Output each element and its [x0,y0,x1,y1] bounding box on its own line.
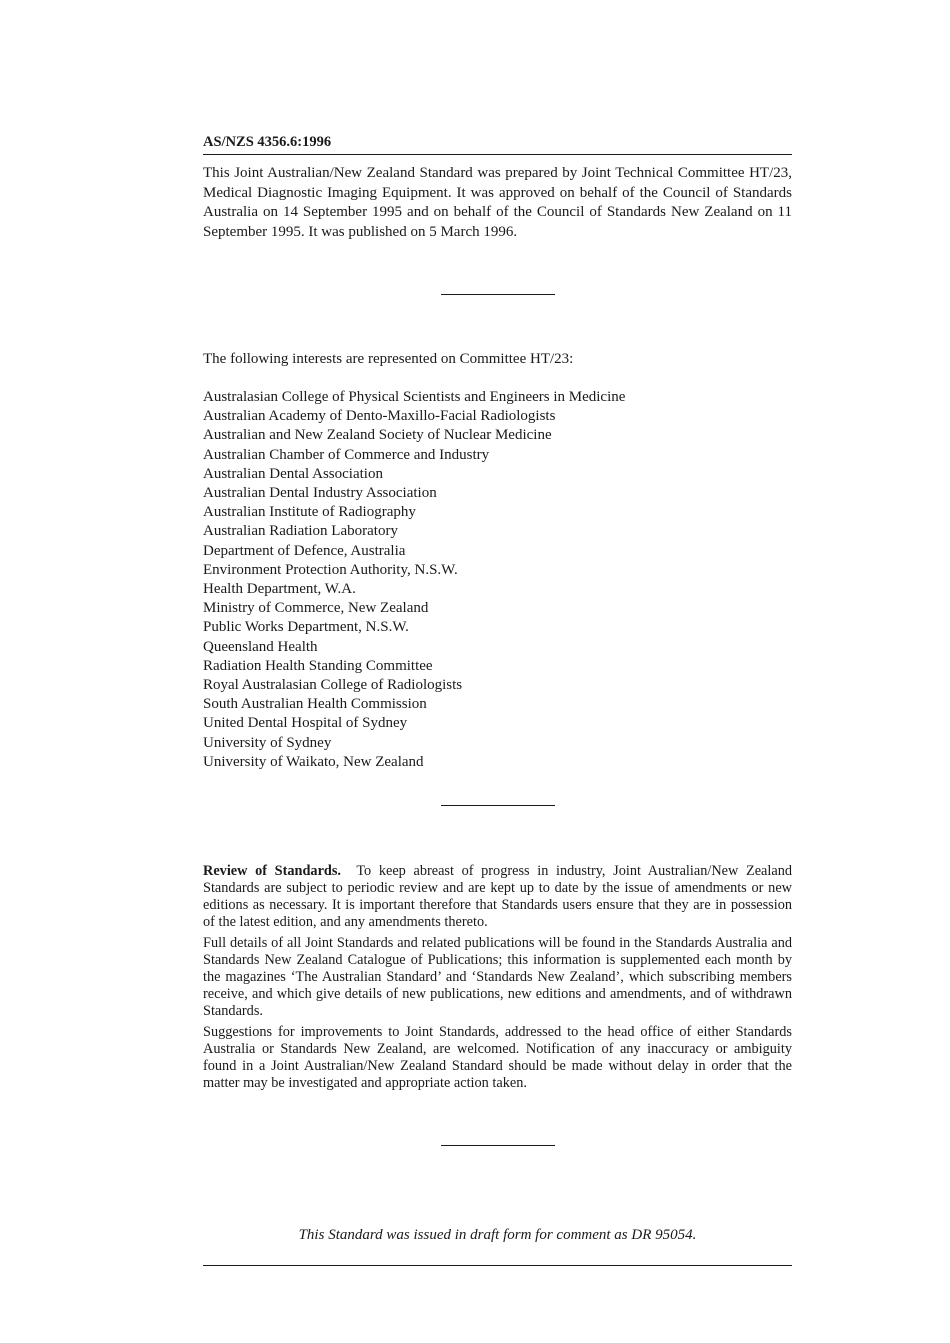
section-divider [441,1145,555,1146]
list-item: Australian Chamber of Commerce and Industry [203,446,490,463]
footer-rule [203,1265,792,1266]
draft-note: This Standard was issued in draft form for comment as DR 95054. [298,1227,697,1243]
preparation-statement: This Joint Australian/New Zealand Standard was prepared by Joint Technical Committee HT/23, Medical Diagnostic Imaging Equipment. It was approved on behalf of the Council of Standards Australia on 14 September 1995 and on behalf of the Council of Standards New Zealand on 11 September 1995. It was published on 5 March 1996. [203,165,792,240]
document-page [203,0,792,1343]
list-item: United Dental Hospital of Sydney [203,715,408,732]
review-text: To keep abreast of progress in industry, Joint Australian/New Zealand Standards are subject to periodic review and are kept up to date by the issue of amendments or new editions as necessary. It is important therefore that Standards users ensure that they are in possession of the latest edition, and any amendments thereto. [203,863,793,930]
header-rule [203,154,792,155]
list-item: Australasian College of Physical Scientists and Engineers in Medicine [203,389,626,405]
review-paragraph: Full details of all Joint Standards and related publications will be found in the Standards Australia and Standards New Zealand Catalogue of Publications; this information is supplemented each month by the magazines ‘The Australian Standard’ and ‘Standards New Zealand’, which subscribing members receive, and which give details of new publications, new editions and amendments, and of withdrawn Standards. [203,935,792,1019]
document-identifier: AS/NZS 4356.6:1996 [203,134,332,150]
review-paragraph [203,863,792,931]
list-item: Australian Institute of Radiography [203,504,416,521]
committee-interests-list [203,388,625,772]
list-item: Public Works Department, N.S.W. [203,619,409,636]
list-item: Australian Dental Industry Association [203,485,437,502]
review-of-standards-section [203,863,792,1096]
committee-interests-intro: The following interests are represented on Committee HT/23: [203,351,574,367]
review-paragraph: Suggestions for improvements to Joint Standards, addressed to the head office of either Standards Australia or Standards New Zealand, are welcomed. Notification of any inaccuracy or ambiguity found in a Joint Australian/New Zealand Standard should be made without delay in order that the matter may be investigated and appropriate action taken. [203,1024,792,1091]
list-item: Australian Radiation Laboratory [203,523,398,540]
list-item: Australian and New Zealand Society of Nuclear Medicine [203,427,552,444]
list-item: Royal Australasian College of Radiologists [203,677,463,694]
list-item: Radiation Health Standing Committee [203,657,433,674]
list-item: University of Waikato, New Zealand [203,753,424,770]
list-item: Queensland Health [203,638,318,655]
list-item: Australian Academy of Dento-Maxillo-Facial Radiologists [203,408,556,425]
list-item: Ministry of Commerce, New Zealand [203,600,429,617]
review-heading: Review of Standards. [203,863,342,879]
list-item: Environment Protection Authority, N.S.W. [203,561,458,578]
list-item: Health Department, W.A. [203,581,356,598]
section-divider [441,805,555,806]
list-item: South Australian Health Commission [203,696,427,713]
section-divider [441,294,555,295]
list-item: University of Sydney [203,734,332,751]
list-item: Department of Defence, Australia [203,542,406,559]
list-item: Australian Dental Association [203,465,383,482]
